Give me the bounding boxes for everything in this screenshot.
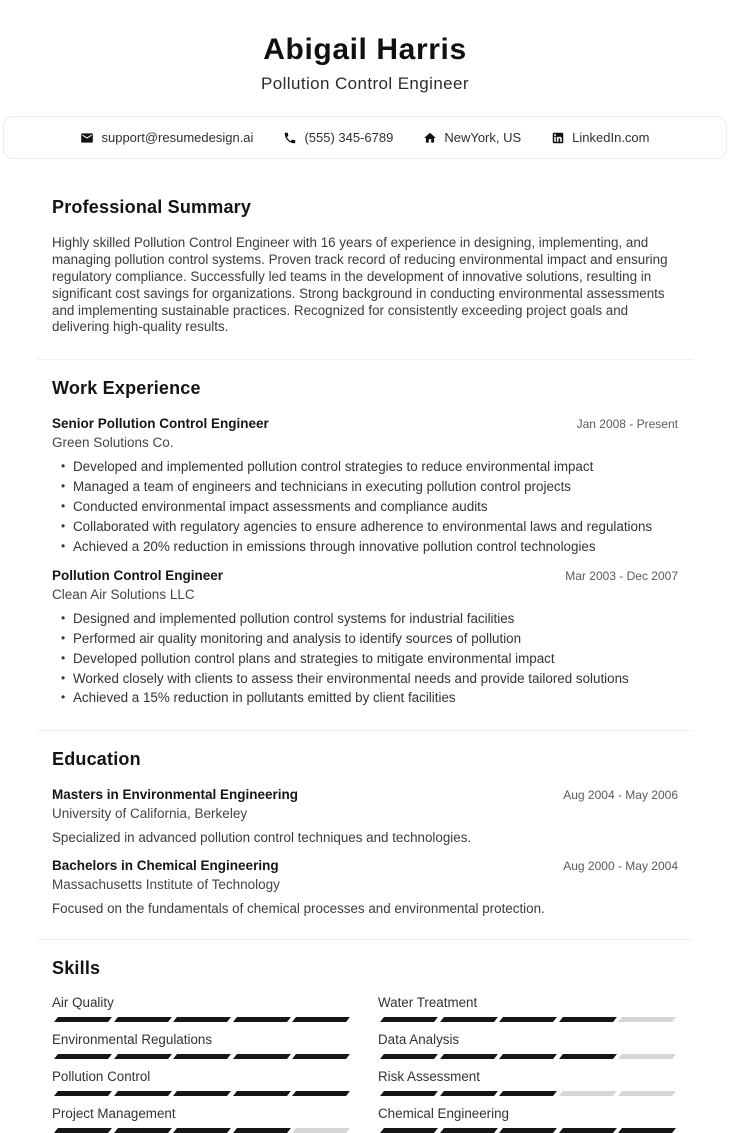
section-divider xyxy=(37,730,693,731)
skill-item xyxy=(378,995,678,1022)
resume-header xyxy=(0,0,730,94)
job-dates: Jan 2008 - Present xyxy=(576,417,678,432)
contact-phone-text: (555) 345-6789 xyxy=(304,130,394,145)
skill-bar-segment xyxy=(440,1054,498,1059)
degrees-list xyxy=(52,787,678,916)
skill-item xyxy=(52,1106,352,1133)
skill-bar-segment xyxy=(233,1017,291,1022)
degree-title: Bachelors in Chemical Engineering xyxy=(52,857,279,873)
candidate-title: Pollution Control Engineer xyxy=(261,74,469,93)
summary-text: Highly skilled Pollution Control Engineer with 16 years of experience in designing, implementing, and managing pollution control systems. Proven track record of reducing environmental impact and ensuring regulatory compliance. Successfully led teams in the development of innovative solutions, resulting in significant cost savings for organizations. Strong background in conducting environmental assessments and implementing sustainable practices. Recognized for consistently exceeding project goals and delivering high-quality results. xyxy=(52,235,668,335)
job-bullet: • Performed air quality monitoring and analysis to identify sources of pollution xyxy=(73,631,678,647)
home-icon xyxy=(423,131,437,145)
resume-body xyxy=(0,197,730,1133)
job-title: Senior Pollution Control Engineer xyxy=(52,416,269,432)
skill-bar-segment xyxy=(559,1054,617,1059)
jobs-list xyxy=(52,416,678,706)
skill-item xyxy=(52,1069,352,1096)
candidate-name: Abigail Harris xyxy=(263,33,467,66)
skill-bar-segment xyxy=(292,1017,350,1022)
skill-bar-segment xyxy=(440,1091,498,1096)
contact-location xyxy=(423,130,521,145)
skill-bar-segment xyxy=(499,1017,557,1022)
skill-bar-segment xyxy=(618,1091,676,1096)
degree-dates: Aug 2000 - May 2004 xyxy=(563,858,678,873)
skill-item xyxy=(52,1032,352,1059)
skill-bar-segment xyxy=(114,1091,172,1096)
skill-name: Environmental Regulations xyxy=(52,1031,213,1047)
skill-bar-segment xyxy=(618,1128,676,1133)
job-bullet: • Worked closely with clients to assess their environmental needs and provide tailored solutions xyxy=(73,671,678,687)
skill-bar xyxy=(52,1091,352,1096)
skill-bar-segment xyxy=(54,1054,112,1059)
contact-linkedin-text: LinkedIn.com xyxy=(572,130,650,145)
skill-bar-segment xyxy=(233,1054,291,1059)
degree-school: Massachusetts Institute of Technology xyxy=(52,876,280,892)
skill-bar-segment xyxy=(114,1017,172,1022)
degree-entry xyxy=(52,858,678,916)
skill-name: Pollution Control xyxy=(52,1068,151,1084)
skill-bar-segment xyxy=(233,1128,291,1133)
skill-bar-segment xyxy=(559,1128,617,1133)
contact-email xyxy=(80,130,253,145)
job-bullets xyxy=(52,459,678,555)
skills-grid xyxy=(52,995,678,1133)
skill-bar-segment xyxy=(292,1091,350,1096)
section-experience xyxy=(52,378,678,706)
skill-bar-segment xyxy=(559,1017,617,1022)
job-entry-head xyxy=(52,568,678,583)
skill-bar-segment xyxy=(559,1091,617,1096)
skill-bar-segment xyxy=(233,1091,291,1096)
section-summary xyxy=(52,197,678,336)
skill-bar xyxy=(52,1054,352,1059)
degree-title: Masters in Environmental Engineering xyxy=(52,786,299,802)
skill-bar-segment xyxy=(499,1091,557,1096)
skill-bar-segment xyxy=(114,1128,172,1133)
degree-entry-head xyxy=(52,858,678,873)
skill-name: Air Quality xyxy=(52,994,114,1010)
skill-item xyxy=(378,1106,678,1133)
degree-description: Focused on the fundamentals of chemical processes and environmental protection. xyxy=(52,900,545,916)
degree-description: Specialized in advanced pollution control techniques and technologies. xyxy=(52,829,472,845)
job-bullet: • Managed a team of engineers and technicians in executing pollution control projects xyxy=(73,479,678,495)
degree-entry xyxy=(52,787,678,845)
skill-bar-segment xyxy=(173,1054,231,1059)
skill-bar-segment xyxy=(380,1017,438,1022)
contact-email-text: support@resumedesign.ai xyxy=(101,130,254,145)
contact-bar xyxy=(3,116,727,159)
skill-bar-segment xyxy=(440,1128,498,1133)
job-company: Clean Air Solutions LLC xyxy=(52,587,195,603)
skill-bar-segment xyxy=(618,1017,676,1022)
skill-bar xyxy=(378,1054,678,1059)
linkedin-icon xyxy=(551,131,565,145)
section-divider xyxy=(37,359,693,360)
skill-item xyxy=(378,1032,678,1059)
skill-bar-segment xyxy=(173,1017,231,1022)
section-divider xyxy=(37,939,693,940)
job-bullet: • Achieved a 15% reduction in pollutants emitted by client facilities xyxy=(73,690,678,706)
skill-bar xyxy=(378,1128,678,1133)
job-entry xyxy=(52,416,678,555)
job-bullet: • Developed and implemented pollution control strategies to reduce environmental impact xyxy=(73,459,678,475)
job-bullet: • Conducted environmental impact assessments and compliance audits xyxy=(73,499,678,515)
skill-name: Project Management xyxy=(52,1105,176,1121)
email-icon xyxy=(80,131,94,145)
skill-bar-segment xyxy=(499,1128,557,1133)
skill-bar-segment xyxy=(618,1054,676,1059)
skill-bar-segment xyxy=(499,1054,557,1059)
degree-entry-head xyxy=(52,787,678,802)
degree-school: University of California, Berkeley xyxy=(52,805,248,821)
skill-bar-segment xyxy=(173,1128,231,1133)
skill-item xyxy=(378,1069,678,1096)
skill-name: Risk Assessment xyxy=(378,1068,480,1084)
job-entry xyxy=(52,568,678,707)
job-bullet: • Achieved a 20% reduction in emissions through innovative pollution control technologies xyxy=(73,539,678,555)
skill-bar-segment xyxy=(440,1017,498,1022)
skill-bar-segment xyxy=(54,1091,112,1096)
skills-heading: Skills xyxy=(52,957,101,978)
job-dates: Mar 2003 - Dec 2007 xyxy=(565,569,678,584)
skill-bar-segment xyxy=(292,1054,350,1059)
job-entry-head xyxy=(52,416,678,431)
skill-name: Data Analysis xyxy=(378,1031,460,1047)
skill-bar-segment xyxy=(54,1128,112,1133)
summary-heading: Professional Summary xyxy=(52,197,252,217)
skill-bar-segment xyxy=(173,1091,231,1096)
education-heading: Education xyxy=(52,748,141,769)
contact-phone xyxy=(283,130,393,145)
skill-bar xyxy=(52,1017,352,1022)
skill-name: Water Treatment xyxy=(378,994,478,1010)
job-title: Pollution Control Engineer xyxy=(52,568,223,584)
skill-bar-segment xyxy=(380,1091,438,1096)
job-bullets xyxy=(52,611,678,707)
section-skills xyxy=(52,958,678,1133)
skill-item xyxy=(52,995,352,1022)
skill-bar xyxy=(378,1017,678,1022)
degree-dates: Aug 2004 - May 2006 xyxy=(563,787,678,802)
contact-linkedin xyxy=(551,130,649,145)
skill-bar-segment xyxy=(292,1128,350,1133)
section-education xyxy=(52,749,678,916)
skill-bar xyxy=(378,1091,678,1096)
skill-bar-segment xyxy=(380,1054,438,1059)
job-company: Green Solutions Co. xyxy=(52,435,174,451)
job-bullet: • Collaborated with regulatory agencies to ensure adherence to environmental laws and regulations xyxy=(73,519,678,535)
skill-bar xyxy=(52,1128,352,1133)
skill-bar-segment xyxy=(54,1017,112,1022)
job-bullet: • Designed and implemented pollution control systems for industrial facilities xyxy=(73,611,678,627)
skill-name: Chemical Engineering xyxy=(378,1105,510,1121)
experience-heading: Work Experience xyxy=(52,378,201,399)
phone-icon xyxy=(283,131,297,145)
skill-bar-segment xyxy=(114,1054,172,1059)
job-bullet: • Developed pollution control plans and strategies to mitigate environmental impact xyxy=(73,651,678,667)
contact-location-text: NewYork, US xyxy=(444,130,522,145)
skill-bar-segment xyxy=(380,1128,438,1133)
